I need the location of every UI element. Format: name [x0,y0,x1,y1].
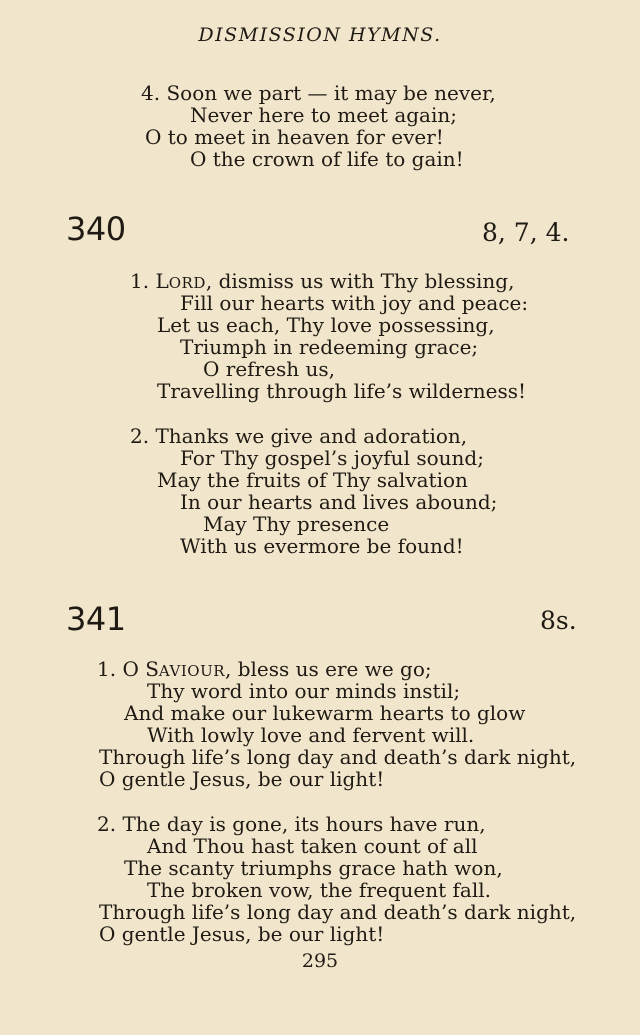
hymn-meter: 8, 7, 4. [482,218,570,247]
verse-text: , bless us ere we go; [225,657,432,681]
verse-line: Through life’s long day and death’s dark night, [99,900,577,924]
verse-text: , dismiss us with Thy blessing, [205,269,515,293]
verse-line: Never here to meet again; [190,103,457,127]
first-word-small-caps: AVIOUR [158,662,225,680]
verse-line [130,425,467,447]
verse-line: With us evermore be found! [180,534,464,558]
stanza-number: 4. [141,81,161,105]
verse-line: O gentle Jesus, be our light! [99,767,385,791]
verse-line: Let us each, Thy love possessing, [157,313,495,337]
verse-line: Through life’s long day and death’s dark night, [99,745,577,769]
verse-line: Thy word into our minds instil; [147,679,461,703]
verse-line: With lowly love and fervent will. [147,723,475,747]
hymn-meter: 8s. [540,606,577,635]
verse-line: O to meet in heaven for ever! [145,125,444,149]
verse-line: The scanty triumphs grace hath won, [124,856,503,880]
verse-line: For Thy gospel’s joyful sound; [180,446,484,470]
stanza-number: 1. [97,657,117,681]
stanza-number: 2. [97,812,117,836]
stanza-number: 1. [130,269,150,293]
verse-line: May Thy presence [203,512,390,536]
verse-text: Soon we part — it may be never, [166,81,496,105]
page-header: DISMISSION HYMNS. [198,24,442,46]
verse-line: And Thou hast taken count of all [147,834,478,858]
first-word-small-caps: ORD [168,274,206,292]
verse-line: O gentle Jesus, be our light! [99,922,385,946]
verse-line: Travelling through life’s wilderness! [157,379,527,403]
hymn-number: 341 [66,600,126,638]
first-word-initial: S [145,657,159,681]
verse-line [97,813,486,835]
verse-line: O the crown of life to gain! [190,147,464,171]
verse-line: O refresh us, [203,357,335,381]
verse-line: In our hearts and lives abound; [180,490,498,514]
verse-line: The broken vow, the frequent fall. [147,878,491,902]
page-number: 295 [301,950,339,972]
verse-line: Fill our hearts with joy and peace: [180,291,529,315]
stanza-number: 2. [130,424,150,448]
verse-text: Thanks we give and adoration, [155,424,468,448]
verse-line: May the fruits of Thy salvation [157,468,468,492]
hymn-number: 340 [66,210,126,248]
verse-line: Triumph in redeeming grace; [180,335,479,359]
first-word-initial: L [155,269,169,293]
verse-text-pre: O [122,657,146,681]
verse-line [141,82,496,104]
verse-text: The day is gone, its hours have run, [122,812,486,836]
verse-line: And make our lukewarm hearts to glow [124,701,526,725]
